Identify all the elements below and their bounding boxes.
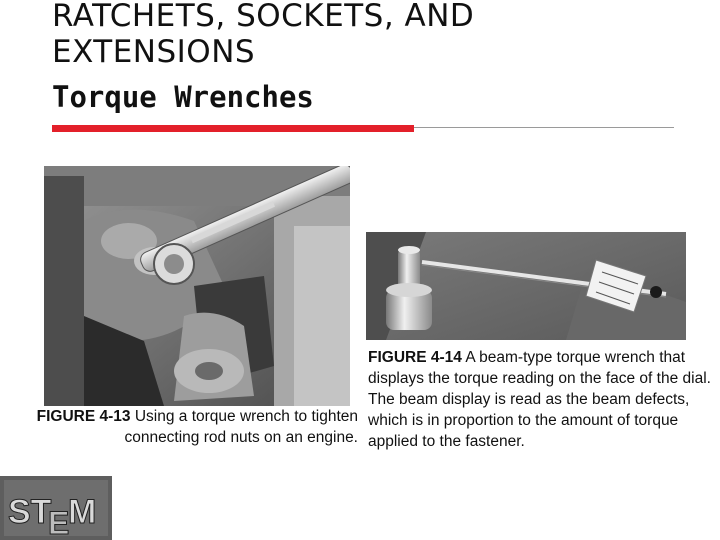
slide-subtitle: Torque Wrenches: [52, 80, 314, 114]
stem-logo-letter-m: M: [68, 493, 97, 531]
figure-4-14-text: A beam-type torque wrench that displays the torque reading on the face of the dial. The beam display is read as the beam defects, which is in proportion to the amount of torque applied to the fastener.: [368, 349, 711, 450]
figure-4-13-label: FIGURE 4-13: [36, 408, 131, 425]
engine-torque-wrench-image: [44, 166, 350, 406]
beam-torque-wrench-image: [366, 232, 686, 340]
figure-4-13-text: Using a torque wrench to tighten connecting rod nuts on an engine.: [124, 408, 358, 446]
slide-title-line-1: RATCHETS, SOCKETS, AND: [52, 0, 475, 34]
stem-logo-graphic: [0, 476, 112, 540]
figure-4-14-caption: [368, 347, 714, 452]
stem-logo-letters-st: ST: [8, 493, 52, 531]
stem-logo: [0, 476, 112, 540]
slide-title-line-2: EXTENSIONS: [52, 34, 256, 70]
figure-4-13-caption: [6, 406, 358, 448]
divider-rule: [414, 127, 674, 128]
accent-rule: [52, 125, 414, 132]
figure-4-13-photo: [44, 166, 350, 406]
slide-title: [52, 0, 474, 70]
figure-4-14-photo: [366, 232, 686, 340]
stem-logo-letter-e: E: [48, 505, 70, 540]
figure-4-14-label: FIGURE 4-14: [368, 349, 462, 366]
